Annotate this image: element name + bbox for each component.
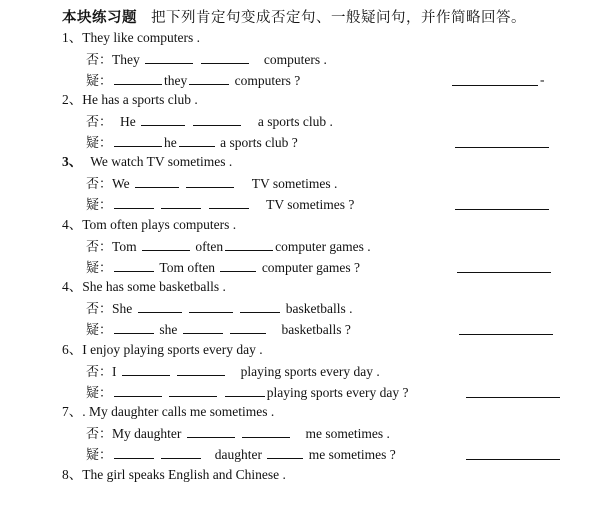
item-8-sentence: 8、The girl speaks English and Chinese . xyxy=(62,467,286,482)
blank[interactable] xyxy=(114,445,154,459)
blank[interactable] xyxy=(179,133,215,147)
item-2-sentence: 2、He has a sports club . xyxy=(62,92,198,107)
blank[interactable] xyxy=(225,383,265,397)
blank[interactable] xyxy=(189,71,229,85)
answer-line[interactable] xyxy=(455,209,549,210)
item-1-question: 疑： they computers ? xyxy=(86,73,301,89)
blank[interactable] xyxy=(142,237,190,251)
item-7-question: 疑： daughter me sometimes ? xyxy=(86,447,396,463)
item-5-negative: 否：She basketballs . xyxy=(86,301,353,317)
blank[interactable] xyxy=(114,71,162,85)
item-6-negative: 否：I playing sports every day . xyxy=(86,364,380,380)
blank[interactable] xyxy=(141,112,185,126)
heading-instruction: 把下列肯定句变成否定句、一般疑问句，并作简略回答。 xyxy=(151,10,526,26)
answer-line[interactable] xyxy=(455,147,549,148)
item-3-sentence: 3、 We watch TV sometimes . xyxy=(62,154,233,169)
item-3-negative: 否：We TV sometimes . xyxy=(86,176,338,192)
blank[interactable] xyxy=(122,362,170,376)
blank[interactable] xyxy=(230,320,266,334)
item-1-sentence: 1、They like computers . xyxy=(62,30,200,45)
item-7-sentence: 7、. My daughter calls me sometimes . xyxy=(62,404,275,419)
blank[interactable] xyxy=(240,299,280,313)
blank[interactable] xyxy=(114,195,154,209)
item-6-sentence: 6、I enjoy playing sports every day . xyxy=(62,342,263,357)
blank[interactable] xyxy=(201,50,249,64)
item-2-negative: 否： He a sports club . xyxy=(86,114,333,130)
answer-line[interactable] xyxy=(457,272,551,273)
item-1-negative: 否：They computers . xyxy=(86,52,327,68)
answer-line[interactable] xyxy=(466,459,560,460)
item-2-question: 疑： he a sports club ? xyxy=(86,135,298,151)
exercise-heading xyxy=(62,6,526,27)
blank[interactable] xyxy=(114,133,162,147)
blank[interactable] xyxy=(161,195,201,209)
item-7-negative: 否：My daughter me sometimes . xyxy=(86,426,390,442)
blank[interactable] xyxy=(135,174,179,188)
blank[interactable] xyxy=(220,258,256,272)
item-4-sentence: 4、Tom often plays computers . xyxy=(62,217,237,232)
answer-dash: - xyxy=(540,72,545,87)
heading-label: 本块练习题 xyxy=(62,10,137,26)
item-5-question: 疑： she basketballs ? xyxy=(86,322,351,338)
blank[interactable] xyxy=(114,383,162,397)
blank[interactable] xyxy=(161,445,201,459)
blank[interactable] xyxy=(267,445,303,459)
blank[interactable] xyxy=(114,258,154,272)
item-6-question: 疑： playing sports every day ? xyxy=(86,385,409,401)
blank[interactable] xyxy=(193,112,241,126)
blank[interactable] xyxy=(183,320,223,334)
blank[interactable] xyxy=(114,320,154,334)
answer-line[interactable] xyxy=(466,397,560,398)
item-3-question: 疑： TV sometimes ? xyxy=(86,197,355,213)
item-4-question: 疑： Tom often computer games ? xyxy=(86,260,361,276)
blank[interactable] xyxy=(209,195,249,209)
blank[interactable] xyxy=(225,237,273,251)
item-5-sentence: 4、She has some basketballs . xyxy=(62,279,226,294)
answer-line[interactable] xyxy=(459,334,553,335)
blank[interactable] xyxy=(138,299,182,313)
blank[interactable] xyxy=(169,383,217,397)
blank[interactable] xyxy=(187,424,235,438)
item-4-negative: 否：Tom often computer games . xyxy=(86,239,371,255)
blank[interactable] xyxy=(177,362,225,376)
blank[interactable] xyxy=(242,424,290,438)
answer-line[interactable] xyxy=(452,85,538,86)
blank[interactable] xyxy=(186,174,234,188)
blank[interactable] xyxy=(145,50,193,64)
blank[interactable] xyxy=(189,299,233,313)
